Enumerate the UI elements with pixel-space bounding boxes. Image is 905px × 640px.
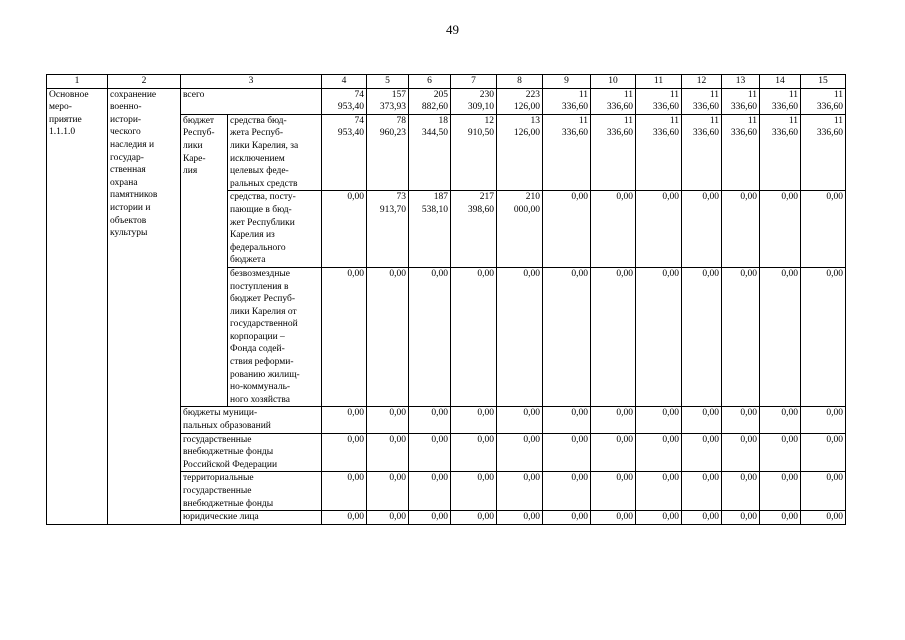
value-cell: 0,00 xyxy=(636,511,682,525)
value-cell: 11 336,60 xyxy=(722,114,760,191)
value-cell: 230 309,10 xyxy=(451,88,497,114)
value-cell: 0,00 xyxy=(760,511,801,525)
value-cell: 217 398,60 xyxy=(451,191,497,268)
header-cell: 1 xyxy=(47,75,108,89)
value-cell: 0,00 xyxy=(682,407,722,433)
value-cell: 11 336,60 xyxy=(543,88,591,114)
budget-table xyxy=(46,74,846,525)
value-cell: 0,00 xyxy=(367,267,409,407)
value-cell: 0,00 xyxy=(322,433,367,472)
value-cell: 0,00 xyxy=(451,511,497,525)
value-cell: 0,00 xyxy=(451,472,497,511)
value-cell: 11 336,60 xyxy=(801,88,846,114)
value-cell: 0,00 xyxy=(760,191,801,268)
value-cell: 0,00 xyxy=(801,511,846,525)
value-cell: 0,00 xyxy=(451,267,497,407)
value-cell: 157 373,93 xyxy=(367,88,409,114)
value-cell: 11 336,60 xyxy=(591,114,636,191)
value-cell: 0,00 xyxy=(722,511,760,525)
header-cell: 2 xyxy=(108,75,181,89)
value-cell: 0,00 xyxy=(636,407,682,433)
value-cell: 0,00 xyxy=(801,433,846,472)
value-cell: 0,00 xyxy=(636,267,682,407)
value-cell: 0,00 xyxy=(591,267,636,407)
value-cell: 0,00 xyxy=(409,407,451,433)
value-cell: 0,00 xyxy=(451,433,497,472)
header-cell: 13 xyxy=(722,75,760,89)
value-cell: 210 000,00 xyxy=(497,191,543,268)
value-cell: 0,00 xyxy=(636,433,682,472)
value-cell: 0,00 xyxy=(636,191,682,268)
measure-id-cell: Основное меро- приятие 1.1.1.0 xyxy=(47,88,108,524)
value-cell: 0,00 xyxy=(636,472,682,511)
value-cell: 0,00 xyxy=(682,511,722,525)
value-cell: 0,00 xyxy=(801,472,846,511)
header-cell: 8 xyxy=(497,75,543,89)
value-cell: 11 336,60 xyxy=(760,114,801,191)
value-cell: 0,00 xyxy=(322,472,367,511)
header-cell: 12 xyxy=(682,75,722,89)
value-cell: 0,00 xyxy=(543,511,591,525)
value-cell: 0,00 xyxy=(367,511,409,525)
value-cell: 0,00 xyxy=(801,407,846,433)
table-row xyxy=(47,88,846,114)
value-cell: 0,00 xyxy=(543,472,591,511)
value-cell: 0,00 xyxy=(722,472,760,511)
value-cell: 74 953,40 xyxy=(322,88,367,114)
row-label: безвозмездные поступления в бюджет Респуб- лики Карелия от государственной корпорации – Фонда содей- ствия реформи- рованию жилищ- но-коммуналь- ного хозяйства xyxy=(228,267,322,407)
header-cell: 5 xyxy=(367,75,409,89)
value-cell: 0,00 xyxy=(409,511,451,525)
value-cell: 11 336,60 xyxy=(543,114,591,191)
value-cell: 0,00 xyxy=(591,433,636,472)
header-row xyxy=(47,75,846,89)
value-cell: 205 882,60 xyxy=(409,88,451,114)
value-cell: 11 336,60 xyxy=(722,88,760,114)
value-cell: 0,00 xyxy=(591,472,636,511)
value-cell: 0,00 xyxy=(497,472,543,511)
header-cell: 3 xyxy=(181,75,322,89)
value-cell: 0,00 xyxy=(591,191,636,268)
value-cell: 11 336,60 xyxy=(682,114,722,191)
row-label: территориальные государственные внебюджетные фонды xyxy=(181,472,322,511)
header-cell: 15 xyxy=(801,75,846,89)
value-cell: 0,00 xyxy=(682,472,722,511)
header-cell: 9 xyxy=(543,75,591,89)
value-cell: 0,00 xyxy=(722,191,760,268)
budget-group-cell: бюджет Респуб- лики Каре- лия xyxy=(181,114,228,407)
value-cell: 0,00 xyxy=(591,407,636,433)
value-cell: 11 336,60 xyxy=(636,114,682,191)
header-cell: 4 xyxy=(322,75,367,89)
value-cell: 11 336,60 xyxy=(636,88,682,114)
value-cell: 0,00 xyxy=(497,511,543,525)
value-cell: 0,00 xyxy=(722,433,760,472)
value-cell: 0,00 xyxy=(367,433,409,472)
row-label: юридические лица xyxy=(181,511,322,525)
value-cell: 11 336,60 xyxy=(682,88,722,114)
header-cell: 10 xyxy=(591,75,636,89)
header-cell: 7 xyxy=(451,75,497,89)
value-cell: 0,00 xyxy=(591,511,636,525)
page-number: 49 xyxy=(446,22,459,37)
header-cell: 14 xyxy=(760,75,801,89)
value-cell: 0,00 xyxy=(543,191,591,268)
value-cell: 0,00 xyxy=(801,267,846,407)
value-cell: 0,00 xyxy=(760,267,801,407)
value-cell: 0,00 xyxy=(409,472,451,511)
value-cell: 0,00 xyxy=(760,472,801,511)
row-label: бюджеты муници- пальных образований xyxy=(181,407,322,433)
value-cell: 0,00 xyxy=(322,511,367,525)
value-cell: 11 336,60 xyxy=(801,114,846,191)
measure-name-cell: сохранение военно- истори- ческого наследия и государ- ственная охрана памятников истории и объектов культуры xyxy=(108,88,181,524)
value-cell: 0,00 xyxy=(497,433,543,472)
value-cell: 0,00 xyxy=(760,407,801,433)
row-label: средства, посту- пающие в бюд- жет Республики Карелия из федерального бюджета xyxy=(228,191,322,268)
value-cell: 223 126,00 xyxy=(497,88,543,114)
value-cell: 0,00 xyxy=(367,407,409,433)
value-cell: 0,00 xyxy=(543,267,591,407)
value-cell: 11 336,60 xyxy=(760,88,801,114)
value-cell: 0,00 xyxy=(451,407,497,433)
value-cell: 0,00 xyxy=(322,191,367,268)
value-cell: 0,00 xyxy=(543,407,591,433)
value-cell: 0,00 xyxy=(322,407,367,433)
header-cell: 6 xyxy=(409,75,451,89)
value-cell: 0,00 xyxy=(543,433,591,472)
value-cell: 0,00 xyxy=(367,472,409,511)
value-cell: 12 910,50 xyxy=(451,114,497,191)
row-label: государственные внебюджетные фонды Российской Федерации xyxy=(181,433,322,472)
value-cell: 78 960,23 xyxy=(367,114,409,191)
value-cell: 0,00 xyxy=(682,433,722,472)
value-cell: 0,00 xyxy=(722,407,760,433)
value-cell: 0,00 xyxy=(409,267,451,407)
value-cell: 0,00 xyxy=(801,191,846,268)
header-cell: 11 xyxy=(636,75,682,89)
value-cell: 0,00 xyxy=(322,267,367,407)
value-cell: 0,00 xyxy=(760,433,801,472)
value-cell: 0,00 xyxy=(409,433,451,472)
row-label: всего xyxy=(181,88,322,114)
value-cell: 187 538,10 xyxy=(409,191,451,268)
row-label: средства бюд- жета Респуб- лики Карелия, за исключением целевых феде- ральных средств xyxy=(228,114,322,191)
value-cell: 73 913,70 xyxy=(367,191,409,268)
value-cell: 0,00 xyxy=(497,267,543,407)
value-cell: 0,00 xyxy=(682,267,722,407)
value-cell: 0,00 xyxy=(497,407,543,433)
value-cell: 11 336,60 xyxy=(591,88,636,114)
value-cell: 0,00 xyxy=(722,267,760,407)
value-cell: 74 953,40 xyxy=(322,114,367,191)
value-cell: 0,00 xyxy=(682,191,722,268)
value-cell: 13 126,00 xyxy=(497,114,543,191)
value-cell: 18 344,50 xyxy=(409,114,451,191)
